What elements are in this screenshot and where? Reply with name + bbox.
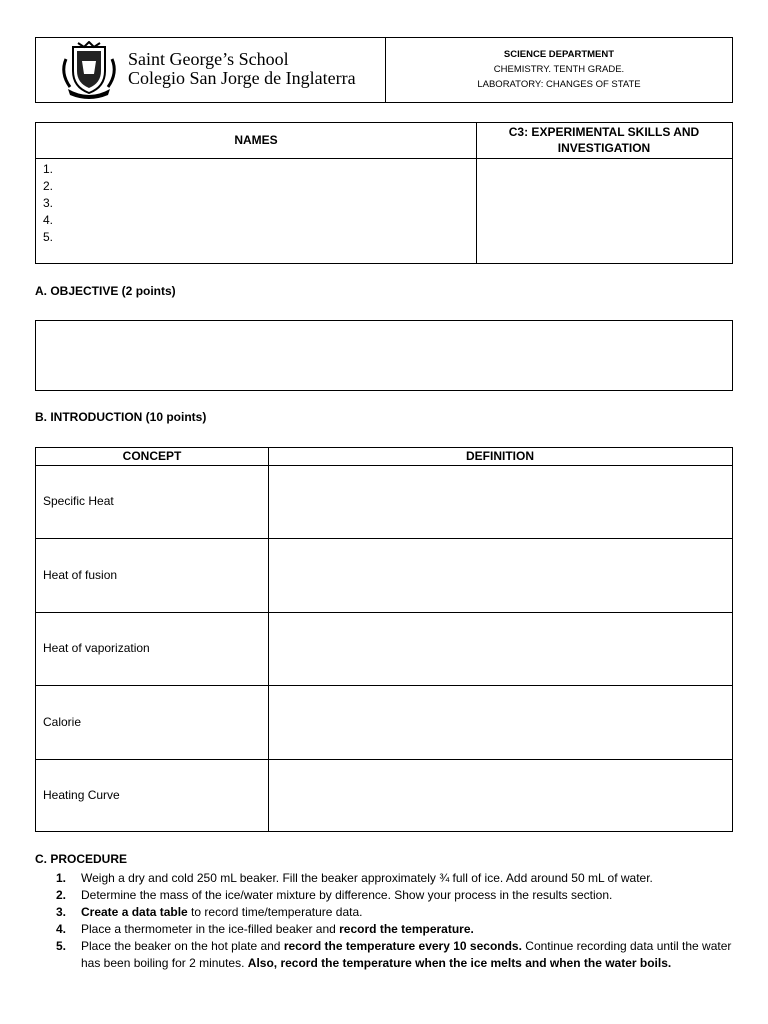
step-number: 5.: [56, 939, 67, 953]
step-number: 2.: [56, 888, 67, 902]
step-text-bold: Create a data table: [81, 905, 188, 919]
name-row: 3.: [43, 196, 54, 210]
step-number: 4.: [56, 922, 67, 936]
skill-header-line2: INVESTIGATION: [557, 141, 651, 155]
procedure-step: [56, 904, 736, 921]
name-row: 2.: [43, 179, 54, 193]
name-row: 5.: [43, 230, 54, 244]
procedure-step: [56, 870, 736, 887]
step-text-bold: record the temperature.: [339, 922, 474, 936]
school-name-spanish: Colegio San Jorge de Inglaterra: [128, 68, 356, 88]
row-divider: [36, 612, 732, 613]
concept-row-label: Heating Curve: [43, 788, 120, 802]
names-list: [43, 161, 53, 246]
column-divider: [268, 448, 269, 831]
row-divider: [36, 759, 732, 760]
concept-row-label: Heat of vaporization: [43, 641, 150, 655]
names-header: NAMES: [234, 133, 278, 147]
step-number: 3.: [56, 905, 67, 919]
name-row: 1.: [43, 162, 54, 176]
step-text: Continue recording data until the water has been boiling for 2 minutes.: [81, 939, 732, 970]
skill-header-line1: C3: EXPERIMENTAL SKILLS AND: [508, 125, 700, 139]
procedure-step: [56, 938, 736, 972]
objective-heading: A. OBJECTIVE (2 points): [35, 284, 176, 298]
laboratory-label: LABORATORY: CHANGES OF STATE: [477, 79, 641, 90]
step-number: 1.: [56, 871, 67, 885]
concept-row-label: Calorie: [43, 715, 82, 729]
header-divider: [36, 158, 732, 159]
row-divider: [36, 465, 732, 466]
step-text: Weigh a dry and cold 250 mL beaker. Fill the beaker approximately ¾ full of ice. Add around 50 mL of water.: [81, 871, 653, 885]
step-text: Place the beaker on the hot plate and: [81, 939, 284, 953]
step-text: Determine the mass of the ice/water mixture by difference. Show your process in the results section.: [81, 888, 613, 902]
document-header: [35, 37, 733, 103]
step-text-bold: Also, record the temperature when the ice melts and when the water boils.: [247, 956, 672, 970]
course-label: CHEMISTRY. TENTH GRADE.: [493, 64, 625, 75]
name-row: 4.: [43, 213, 54, 227]
step-text-bold: record the temperature every 10 seconds.: [283, 939, 522, 953]
school-logo-cell: [36, 38, 386, 102]
school-crest-icon: [58, 41, 120, 99]
concept-row-label: Heat of fusion: [43, 568, 118, 582]
skill-header: [476, 124, 732, 156]
concept-row-label: Specific Heat: [43, 494, 114, 508]
procedure-step: [56, 887, 736, 904]
concept-table: [35, 447, 733, 832]
department-info-cell: [386, 38, 732, 102]
objective-answer-box: [35, 320, 733, 391]
step-text: Place a thermometer in the ice-filled beaker and: [81, 922, 340, 936]
department-label: SCIENCE DEPARTMENT: [503, 49, 615, 60]
procedure-steps: [56, 870, 736, 972]
school-name: Saint George’s School: [128, 49, 289, 69]
procedure-heading: C. PROCEDURE: [35, 852, 128, 866]
row-divider: [36, 538, 732, 539]
concept-header: CONCEPT: [122, 449, 182, 463]
definition-header: DEFINITION: [466, 449, 534, 463]
names-table: [35, 122, 733, 264]
procedure-step: [56, 921, 736, 938]
step-text: to record time/temperature data.: [187, 905, 363, 919]
row-divider: [36, 685, 732, 686]
introduction-heading: B. INTRODUCTION (10 points): [35, 410, 207, 424]
